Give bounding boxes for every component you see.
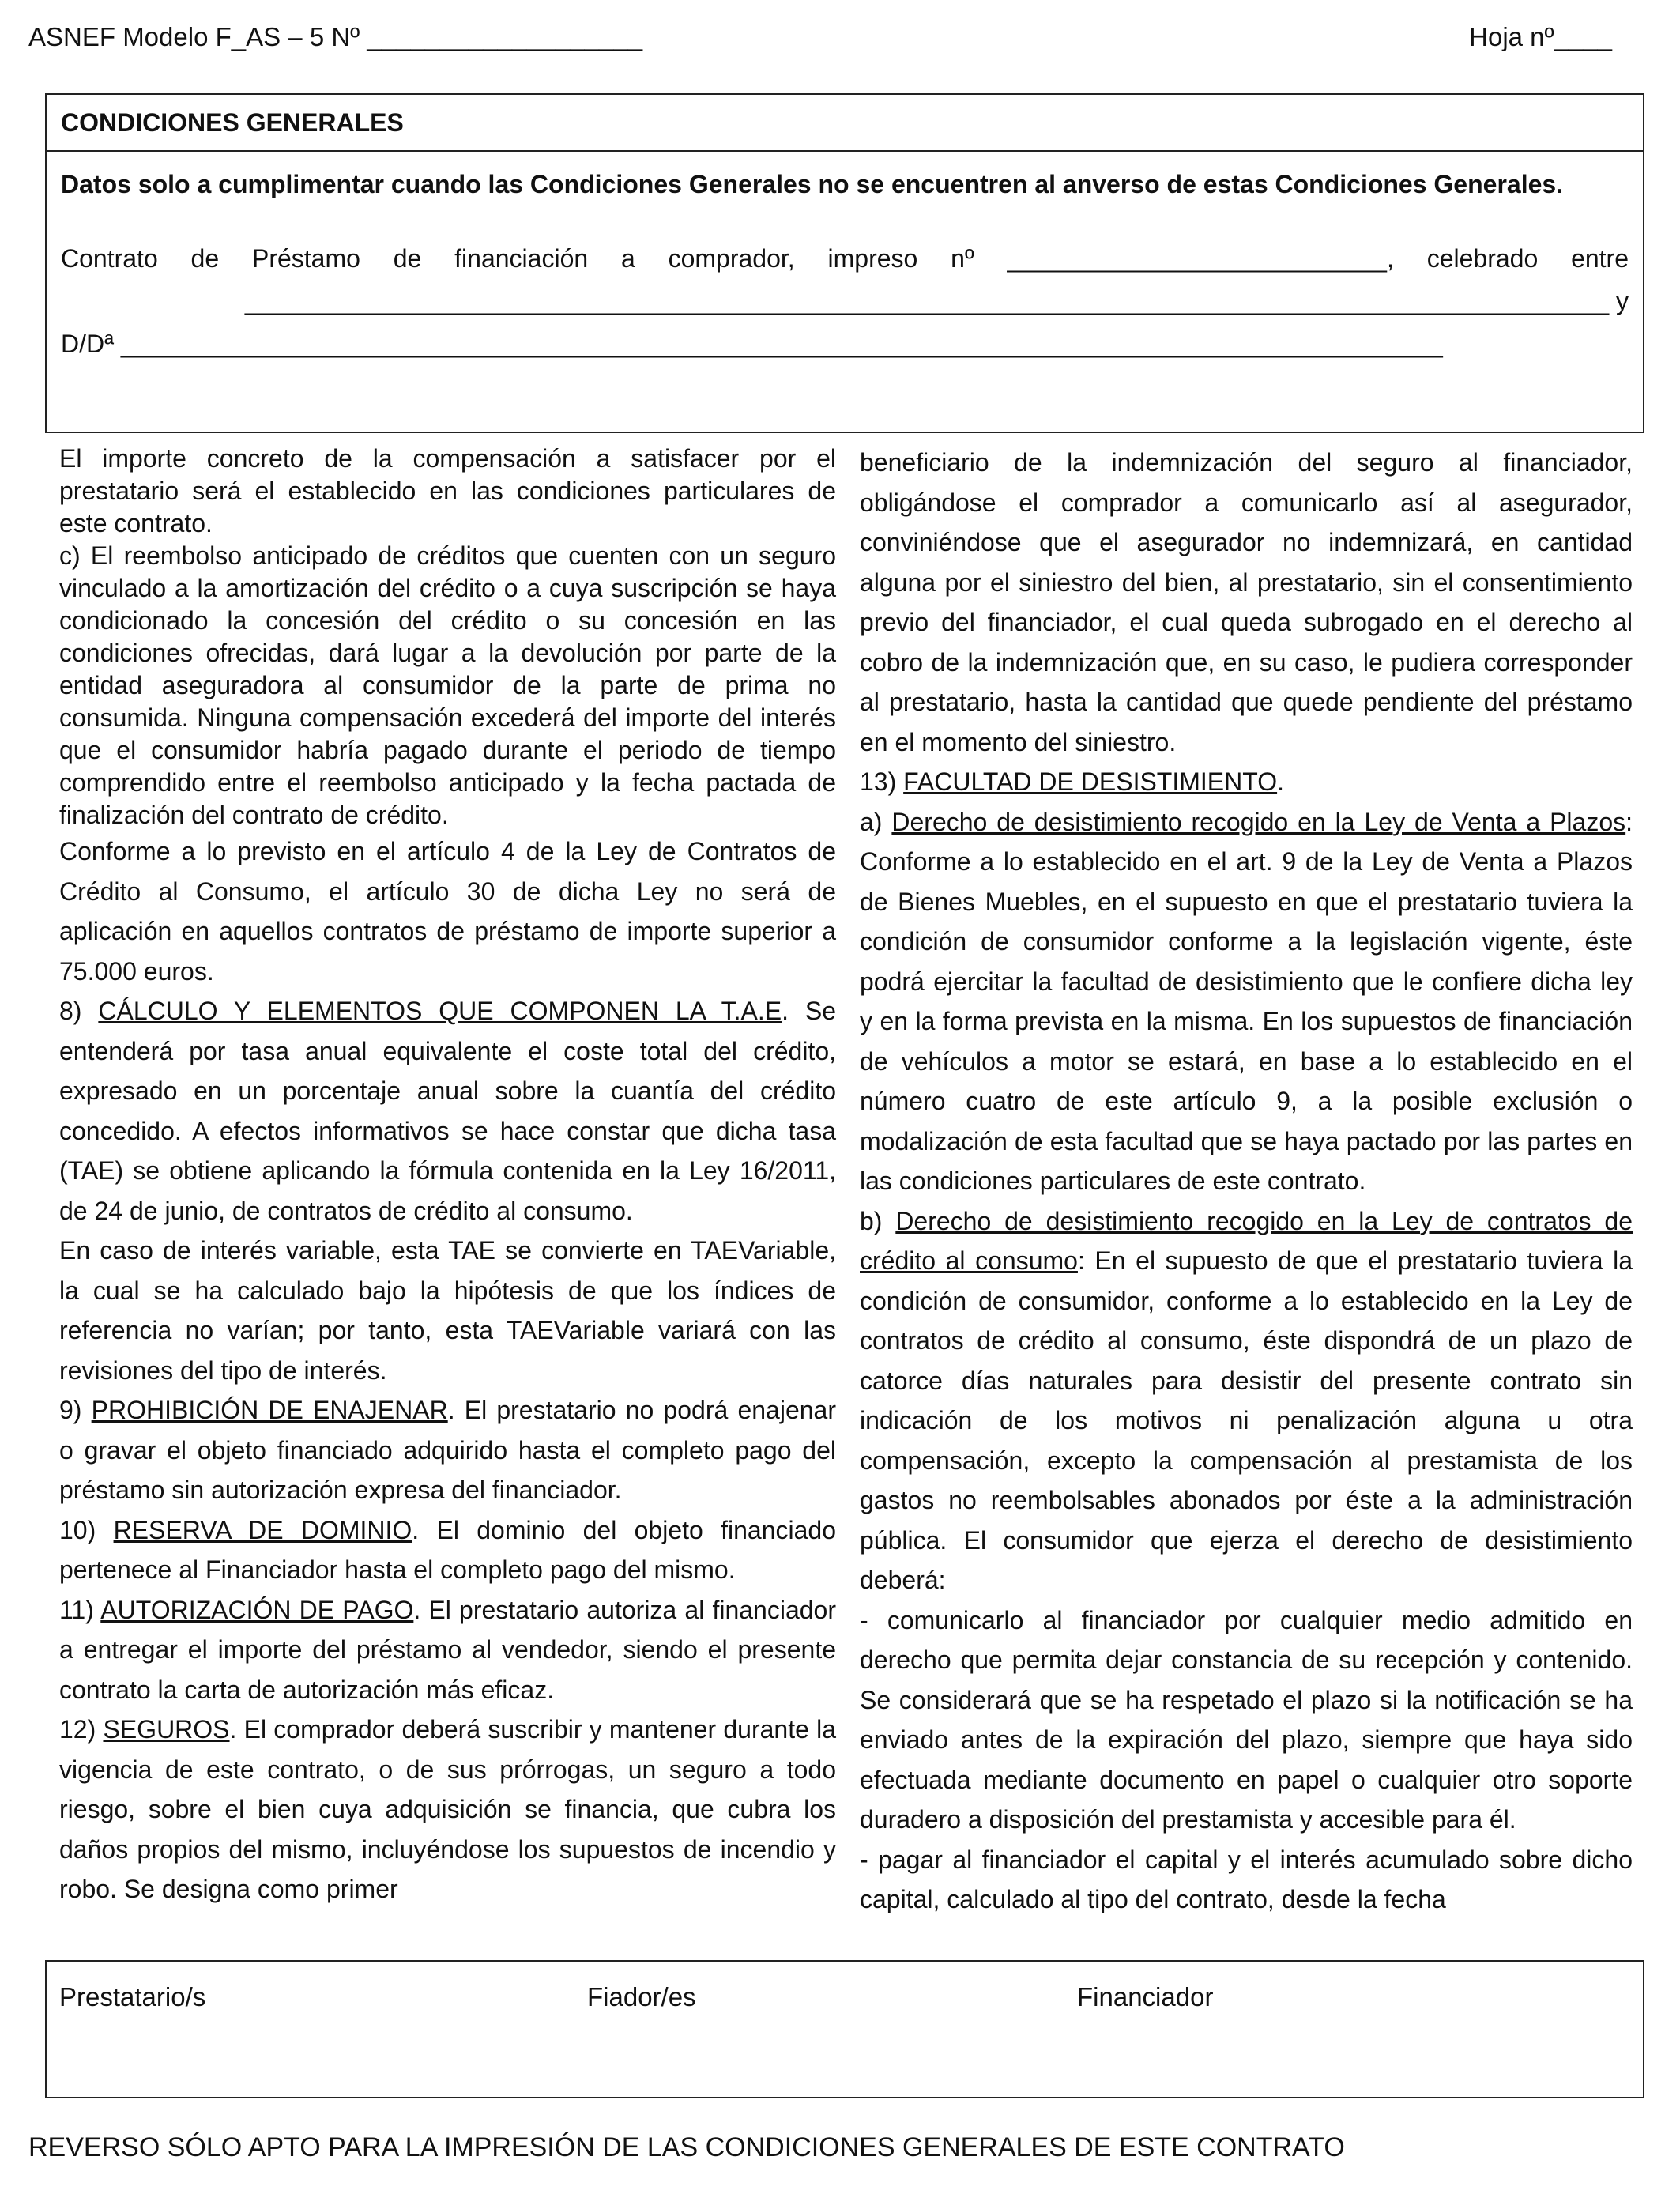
compensation-paragraph: El importe concreto de la compensación a satisfacer por el prestatario será el establecido en las condiciones particulares de este contrato. — [59, 444, 836, 537]
clause-11 — [59, 1590, 836, 1710]
clause-12 — [59, 1710, 836, 1909]
clause-9-text: . El prestatario no podrá enajenar o gravar el objeto financiado adquirido hasta el completo pago del préstamo sin autorización expresa del financiador. — [59, 1396, 837, 1504]
clause-13-b — [860, 1201, 1633, 1600]
reverse-print-footer: REVERSO SÓLO APTO PARA LA IMPRESIÓN DE LAS CONDICIONES GENERALES DE ESTE CONTRATO — [28, 2132, 1345, 2162]
clause-13-a-text: : Conforme a lo establecido en el art. 9 de la Ley de Venta a Plazos de Bienes Muebles, en el supuesto en que el prestatario tuviera la condición de consumidor conforme a la legislación vigente, éste podrá ejercitar la facultad de desistimiento que le confiere dicha ley y en la forma prevista en la misma. En los supuestos de financiación de vehículos a motor se estará, en base a lo establecido en el número cuatro de este artículo 9, a la posible exclusión o modalización de esta facultad que se haya pactado por las partes en las condiciones particulares de este contrato. — [860, 807, 1633, 1195]
dd-line[interactable]: D/Dª ______________________________________________________________________________________________ — [61, 330, 1443, 358]
form-model-number: ASNEF Modelo F_AS – 5 Nº ___________________ — [28, 22, 643, 51]
clause-10 — [59, 1510, 836, 1590]
clause-12-title: SEGUROS — [103, 1715, 230, 1744]
clause-11-text: . El prestatario autoriza al financiador a entregar el importe del préstamo al vendedor, siendo el presente contrato la carta de autorización más eficaz. — [59, 1595, 837, 1704]
clause-9 — [59, 1390, 836, 1510]
clause-10-title: RESERVA DE DOMINIO — [113, 1515, 412, 1544]
general-conditions-note: Datos solo a cumplimentar cuando las Condiciones Generales no se encuentren al anverso de estas Condiciones Generales. — [61, 170, 1564, 198]
clause-8 — [59, 991, 836, 1231]
clause-13-b-text: : En el supuesto de que el prestatario tuviera la condición de consumidor, conforme a lo establecido en la Ley de contratos de crédito al consumo, éste dispondrá de un plazo de catorce días naturales para desistir del presente contrato sin indicación de los motivos ni penalización alguna u otra compensación, excepto la compensación al prestamista de los gastos no reembolsables abonados por éste a la administración pública. El consumidor que ejerza el derecho de desistimiento deberá: — [860, 1246, 1633, 1594]
clause-11-title: AUTORIZACIÓN DE PAGO — [100, 1595, 414, 1624]
clause-10-number: 10) — [59, 1515, 114, 1544]
general-conditions-box — [45, 93, 1644, 433]
clause-13-b-number: b) — [860, 1206, 896, 1235]
right-column — [860, 443, 1633, 1920]
clause-8-text: . Se entenderá por tasa anual equivalente el coste total del crédito, expresado en un porcentaje anual sobre la cuantía del crédito concedido. A efectos informativos se hace constar que dicha tasa (TAE) se obtiene aplicando la fórmula contenida en la Ley 16/2011, de 24 de junio, de contratos de crédito al consumo. — [59, 997, 837, 1225]
lender-signature-label: Financiador — [1077, 1982, 1214, 2011]
clause-8-number: 8) — [59, 997, 99, 1025]
sheet-number: Hoja nº____ — [1469, 22, 1612, 51]
clause-12-number: 12) — [59, 1715, 104, 1744]
clause-9-number: 9) — [59, 1396, 92, 1424]
borrower-signature-label: Prestatario/s — [59, 1982, 206, 2011]
withdrawal-bullet-notify: - comunicarlo al financiador por cualquier medio admitido en derecho que permita dejar constancia de su recepción y contenido. Se considerará que se ha respetado el plazo si la notificación se ha enviado antes de la expiración del plazo, siempre que haya sido efectuada mediante documento en papel o cualquier otro soporte duradero a disposición del prestamista y accesible para él. — [860, 1605, 1633, 1834]
clause-13-number: 13) — [860, 767, 904, 796]
early-repayment-paragraph: c) El reembolso anticipado de créditos que cuenten con un seguro vinculado a la amortización del crédito o a cuya suscripción se haya condicionado la concesión del crédito o su concesión en las condiciones ofrecidas, dará lugar a la devolución por parte de la entidad aseguradora al consumidor de la parte de prima no consumida. Ninguna compensación excederá del importe del interés que el consumidor habría pagado durante el periodo de tiempo comprendido entre el reembolso anticipado y la fecha pactada de finalización del contrato de crédito. — [59, 541, 836, 829]
clause-13-a-title: Derecho de desistimiento recogido en la Ley de Venta a Plazos — [891, 807, 1626, 836]
clause-10-text: . El dominio del objeto financiado pertenece al Financiador hasta el completo pago del mismo. — [59, 1515, 837, 1584]
consumer-credit-law-paragraph: Conforme a lo previsto en el artículo 4 de la Ley de Contratos de Crédito al Consumo, el artículo 30 de dicha Ley no será de aplicación en aquellos contratos de préstamo de importe superior a 75.000 euros. — [59, 837, 836, 986]
left-column — [59, 443, 836, 1909]
clause-13-a-number: a) — [860, 807, 892, 836]
variable-interest-paragraph: En caso de interés variable, esta TAE se convierte en TAEVariable, la cual se ha calculado bajo la hipótesis de que los índices de referencia no varían; por tanto, esta TAEVariable variará con las revisiones del tipo de interés. — [59, 1236, 836, 1385]
clause-8-title: CÁLCULO Y ELEMENTOS QUE COMPONEN LA T.A.E — [98, 997, 782, 1025]
guarantor-signature-label: Fiador/es — [587, 1982, 696, 2011]
clause-13-title: FACULTAD DE DESISTIMIENTO — [903, 767, 1278, 796]
clause-13-b-title: Derecho de desistimiento recogido en la Ley de contratos de crédito al consumo — [860, 1206, 1633, 1275]
withdrawal-bullet-pay: - pagar al financiador el capital y el interés acumulado sobre dicho capital, calculado al tipo del contrato, desde la fecha — [860, 1845, 1633, 1913]
clause-11-number: 11) — [59, 1595, 101, 1624]
general-conditions-body — [47, 152, 1643, 365]
clause-12-text: . El comprador deberá suscribir y mantener durante la vigencia de este contrato, o de sus prórrogas, un seguro a todo riesgo, sobre el bien cuya adquisición se financia, que cubra los daños propios del mismo, incluyéndose los supuestos de incendio y robo. Se designa como primer — [59, 1715, 837, 1903]
parties-line[interactable]: _________________________________________________________________________________________________ y — [244, 287, 1629, 315]
contract-line[interactable]: Contrato de Préstamo de financiación a comprador, impreso nº ___________________________, celebrado entre — [61, 244, 1629, 273]
signature-box — [45, 1960, 1644, 2098]
clause-9-title: PROHIBICIÓN DE ENAJENAR — [91, 1396, 448, 1424]
clause-13-a — [860, 802, 1633, 1201]
insurance-beneficiary-paragraph: beneficiario de la indemnización del seguro al financiador, obligándose el comprador a comunicarlo así al asegurador, conviniéndose que el asegurador no indemnizará, en cantidad alguna por el siniestro del bien, al prestatario, sin el consentimiento previo del financiador, el cual queda subrogado en el derecho al cobro de la indemnización que, en su caso, le pudiera corresponder al prestatario, hasta la cantidad que quede pendiente del préstamo en el momento del siniestro. — [860, 448, 1633, 756]
clause-13 — [860, 762, 1633, 802]
clause-13-end: . — [1277, 767, 1284, 796]
general-conditions-title: CONDICIONES GENERALES — [47, 95, 1643, 152]
